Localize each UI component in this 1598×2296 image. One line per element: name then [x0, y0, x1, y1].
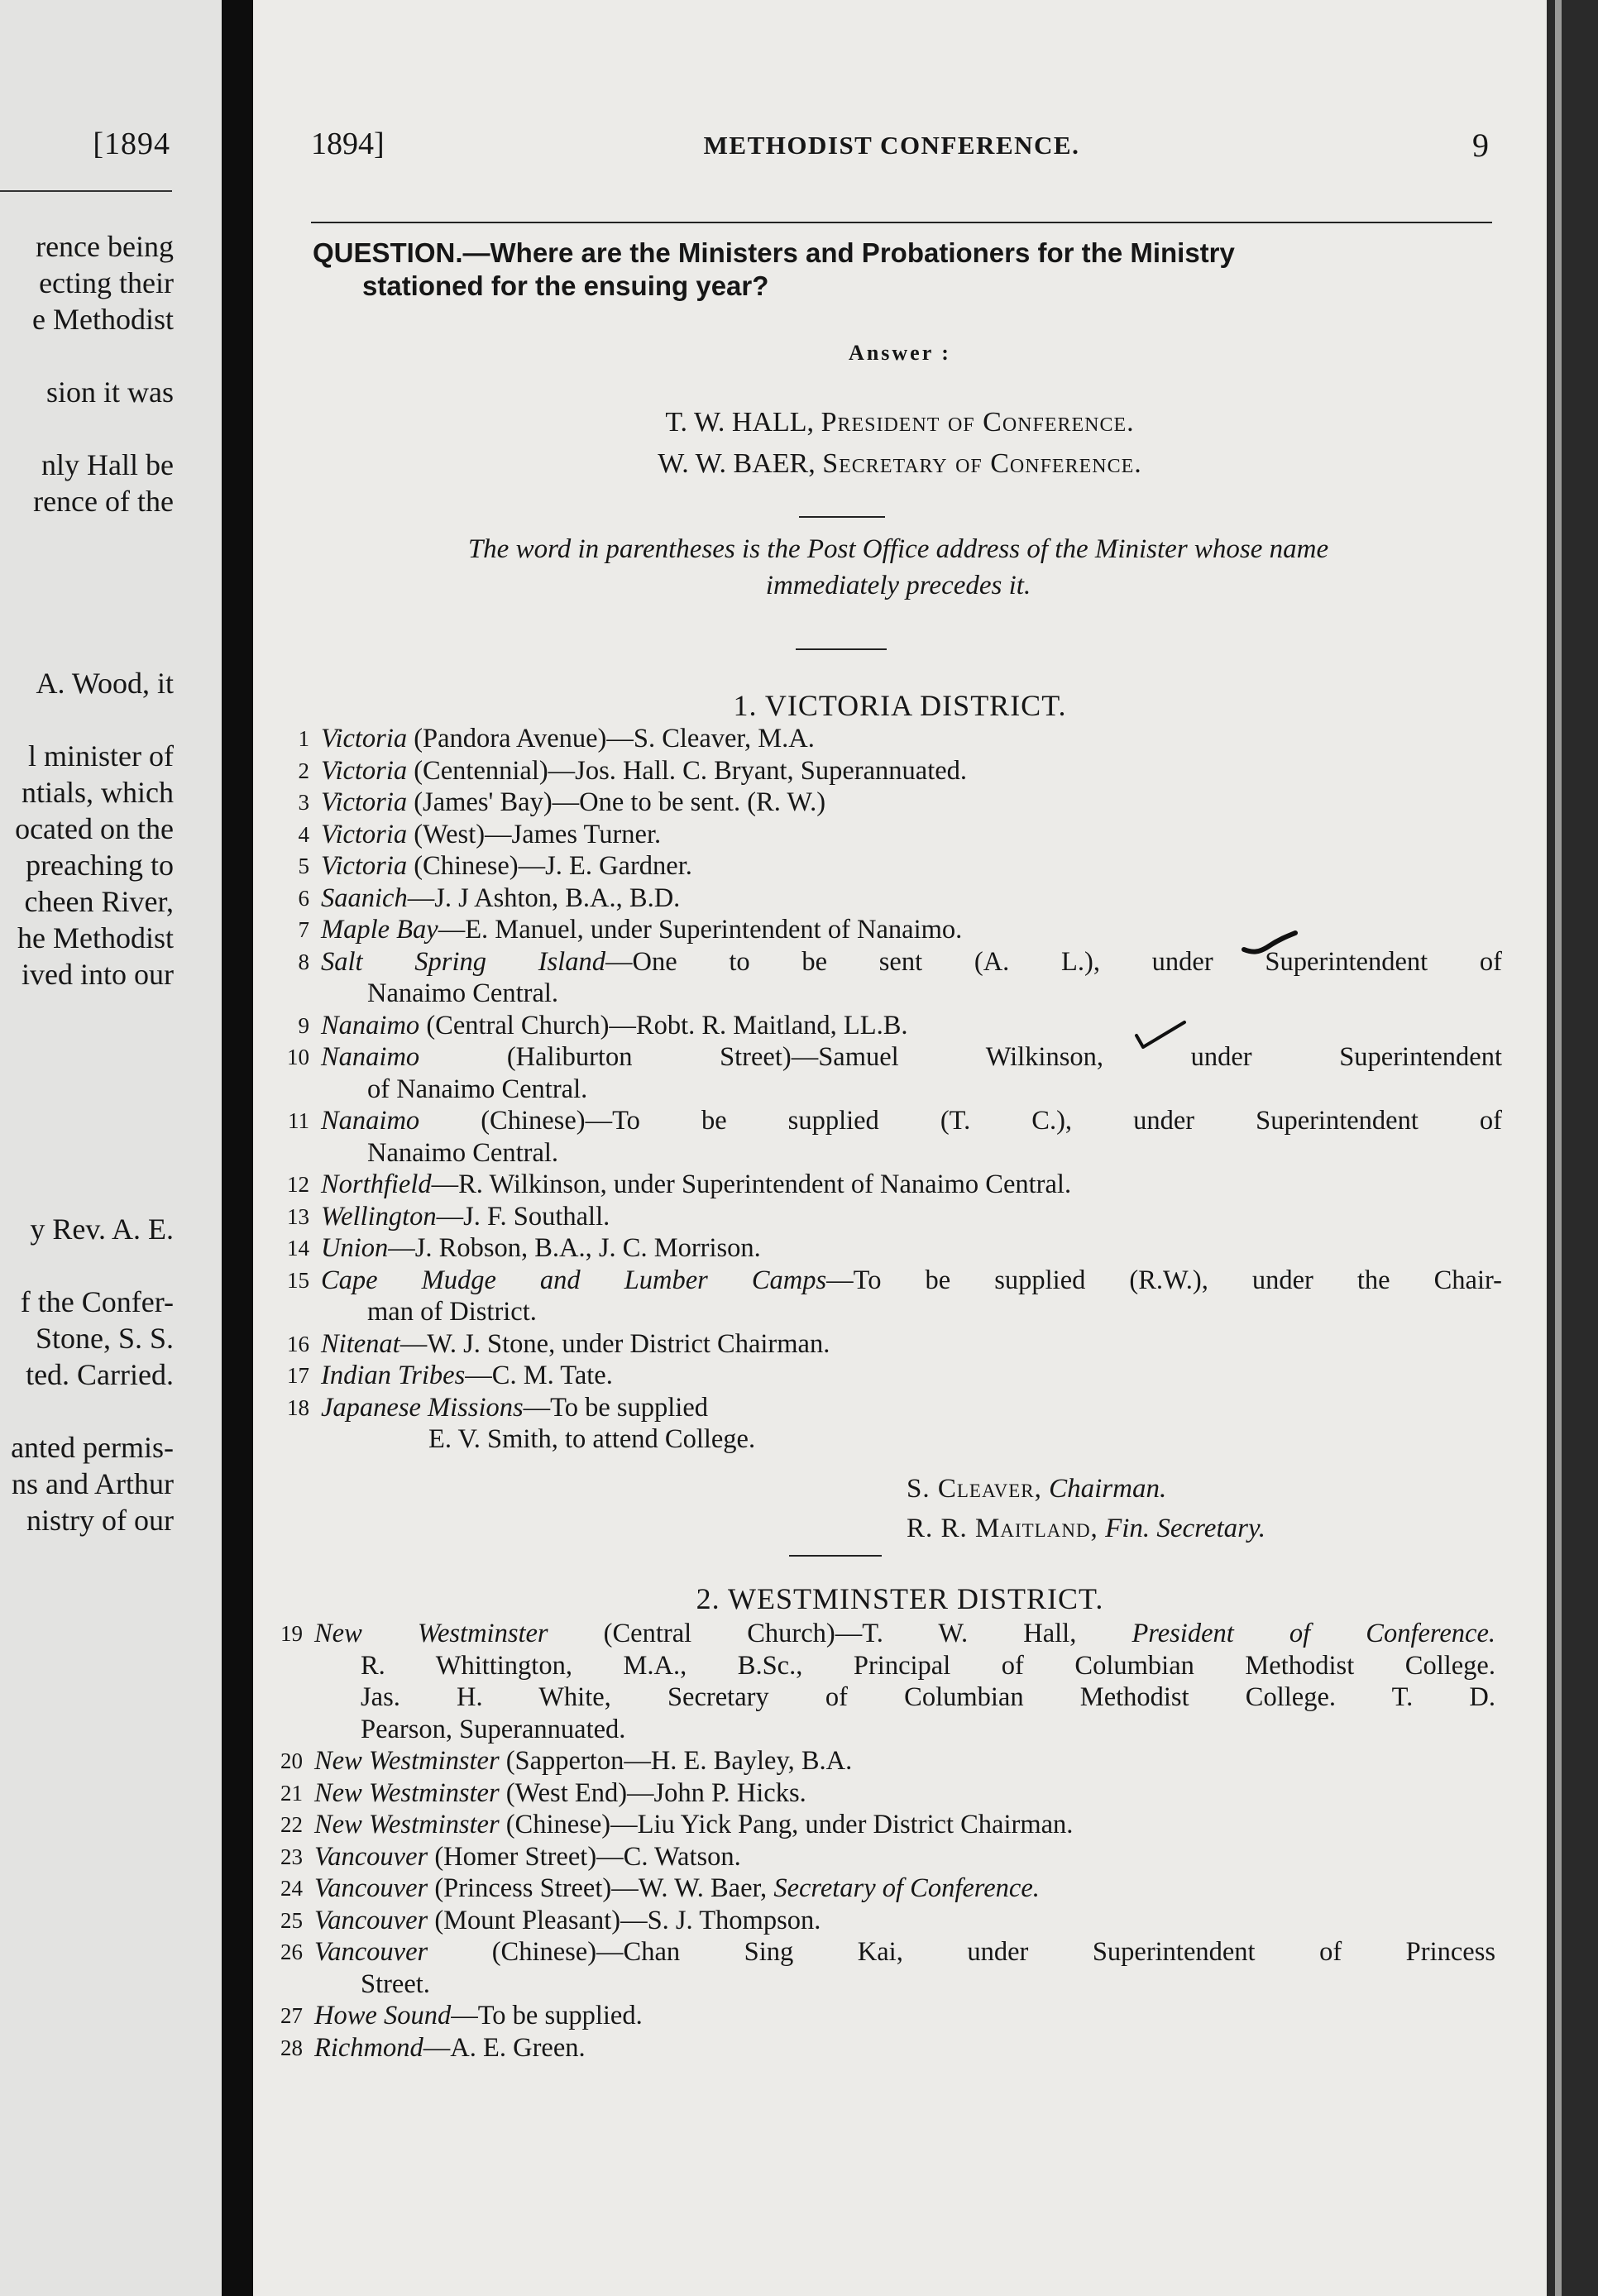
entry-line [321, 1233, 761, 1263]
district-heading-victoria: 1. VICTORIA DISTRICT. [733, 689, 1067, 722]
fin-secretary-name: R. R. Maitland, [907, 1514, 1098, 1543]
president-name: T. W. HALL, [665, 407, 815, 438]
page [253, 0, 1547, 2296]
check-mark-icon [1241, 928, 1299, 958]
entry-text: —To be supplied [523, 1392, 709, 1423]
left-page-line: ocated on the [15, 812, 174, 845]
station-entry [278, 1010, 1502, 1042]
entry-place: Vancouver [314, 1873, 428, 1903]
station-entry [278, 819, 1502, 851]
entry-line [314, 1906, 821, 1935]
entry-place: Victoria [321, 787, 408, 817]
entry-text: (Chinese)—J. E. Gardner. [407, 851, 692, 881]
page-edge [1547, 0, 1598, 2296]
entry-place: Victoria [321, 819, 408, 849]
left-page-line [0, 629, 174, 665]
entry-number: 17 [287, 1363, 309, 1388]
station-entry [278, 1360, 1502, 1392]
entry-text: (Central Church)—T. W. Hall, [548, 1619, 1132, 1648]
entry-place: New Westminster [314, 1777, 500, 1808]
station-entry [278, 755, 1502, 787]
entry-number: 28 [280, 2035, 303, 2060]
entry-place: Maple Bay [321, 915, 438, 945]
left-page-line: f the Confer- [20, 1285, 174, 1318]
entry-line [321, 724, 815, 753]
station-entry [271, 1809, 1495, 1841]
entry-text: —One to be sent (A. L.), under Superintendent of [605, 946, 1502, 977]
entry-number: 18 [287, 1394, 309, 1420]
entry-text: —To be supplied (R.W.), under the Chair- [826, 1265, 1503, 1295]
left-page-line: ived into our [22, 958, 174, 991]
entry-place: Saanich [321, 883, 408, 913]
station-entry [271, 1905, 1495, 1937]
left-page-line: ted. Carried. [26, 1358, 174, 1391]
left-page-line [0, 556, 174, 592]
entry-number: 7 [298, 917, 309, 942]
entry-place: Cape Mudge and Lumber Camps [321, 1265, 827, 1295]
secretary-line [253, 443, 1547, 485]
entry-continuation: Pearson, Superannuated. [361, 1714, 626, 1744]
station-entry [278, 914, 1502, 946]
station-entry [278, 1392, 1502, 1456]
entry-text: —C. M. Tate. [465, 1361, 613, 1390]
left-page-line: preaching to [26, 849, 174, 882]
entry-number: 24 [280, 1876, 303, 1901]
entry-line [321, 1105, 1502, 1137]
left-page-line: rence of the [33, 485, 174, 518]
entry-line [314, 2033, 586, 2063]
entry-place: Northfield [321, 1170, 432, 1199]
chairman-role: Chairman. [1049, 1474, 1167, 1504]
entry-line [321, 883, 680, 913]
secretary-name: W. W. BAER, [658, 448, 816, 479]
left-page-line: nistry of our [26, 1504, 174, 1537]
entry-number: 25 [280, 1907, 303, 1933]
left-page-line [0, 1138, 174, 1174]
left-page-line: nly Hall be [41, 448, 174, 481]
running-head-title: METHODIST CONFERENCE. [703, 131, 1080, 160]
section-rule [796, 648, 887, 650]
entry-place: Nitenat [321, 1328, 400, 1359]
entry-line [314, 1936, 1495, 1968]
station-entry [271, 1745, 1495, 1777]
station-entry [278, 1265, 1502, 1328]
left-page-line [0, 701, 174, 738]
parentheses-note [303, 531, 1494, 604]
entry-number: 6 [298, 885, 309, 911]
left-page-line [0, 993, 174, 1029]
station-entry [278, 1232, 1502, 1265]
entry-line [321, 1011, 908, 1040]
note-line-2: immediately precedes it. [765, 571, 1031, 600]
question-line-1: QUESTION.—Where are the Ministers and Probationers for the Ministry [313, 237, 1235, 268]
left-page-line [0, 519, 174, 556]
section-rule [789, 1555, 882, 1557]
left-page-line: he Methodist [17, 921, 174, 954]
entry-number: 14 [287, 1236, 309, 1260]
entry-place: Salt Spring Island [321, 946, 605, 977]
left-page-line [0, 410, 174, 447]
entry-text: —J. F. Southall. [436, 1201, 610, 1232]
entry-number: 16 [287, 1331, 309, 1356]
entry-line [314, 1810, 1073, 1839]
entry-line [314, 1746, 852, 1776]
entry-number: 1 [298, 726, 309, 751]
entry-text: (Homer Street)—C. Watson. [428, 1841, 741, 1872]
entry-text: (Sapperton—H. E. Bayley, B.A. [499, 1746, 853, 1776]
entry-number: 11 [288, 1108, 309, 1133]
secretary-title: Secretary of Conference. [822, 448, 1142, 479]
entry-text: (Chinese)—Liu Yick Pang, under District Chairman. [499, 1810, 1074, 1839]
entry-text: (Chinese)—Chan Sing Kai, under Superintendent of Princess [428, 1937, 1495, 1967]
station-entry [278, 1201, 1502, 1233]
entry-place: New Westminster [314, 1746, 500, 1776]
station-entry [271, 1936, 1495, 2000]
entry-text: (Pandora Avenue)—S. Cleaver, M.A. [407, 724, 815, 753]
station-entry [271, 2000, 1495, 2032]
entry-number: 13 [287, 1203, 309, 1229]
entry-place: Victoria [321, 755, 408, 786]
question [313, 237, 1487, 303]
station-entry [271, 1873, 1495, 1905]
entry-text: —J. J Ashton, B.A., B.D. [407, 883, 681, 913]
entry-number: 26 [280, 1940, 303, 1964]
district-heading-westminster: 2. WESTMINSTER DISTRICT. [696, 1582, 1104, 1615]
entry-place: Japanese Missions [321, 1392, 524, 1423]
entry-text: (West End)—John P. Hicks. [499, 1777, 806, 1808]
entry-continuation: Street. [361, 1968, 430, 1999]
station-entry [278, 723, 1502, 755]
entry-line [314, 1842, 741, 1872]
station-entry [271, 1841, 1495, 1873]
victoria-district-entries [278, 723, 1502, 1456]
left-page-line: l minister of [28, 739, 174, 773]
left-page-line [0, 1174, 174, 1211]
entry-line [314, 2001, 643, 2031]
entry-continuation: Jas. H. White, Secretary of Columbian Methodist College. T. D. [361, 1682, 1495, 1712]
entry-place: Nanaimo [321, 1106, 420, 1136]
entry-place: Indian Tribes [321, 1361, 466, 1390]
entry-line [321, 1329, 830, 1359]
station-entry [271, 1777, 1495, 1810]
entry-text: (Haliburton Street)—Samuel Wilkinson, under Superintendent [419, 1042, 1502, 1072]
entry-continuation: man of District. [367, 1297, 537, 1327]
running-head-year: 1894] [311, 127, 385, 161]
station-entry [278, 883, 1502, 915]
question-line-2: stationed for the ensuing year? [362, 270, 769, 301]
entry-number: 3 [298, 790, 309, 815]
entry-text: (West)—James Turner. [407, 819, 662, 849]
entry-place: Wellington [321, 1201, 437, 1232]
entry-number: 5 [298, 854, 309, 878]
fin-secretary-line [907, 1509, 1265, 1548]
left-page-line [0, 1247, 174, 1284]
entry-text: —A. E. Green. [423, 2032, 586, 2063]
district-signers [907, 1469, 1265, 1548]
left-page-line: anted permis- [11, 1431, 174, 1464]
entry-role: President of Conference. [1132, 1619, 1495, 1648]
entry-text: (Chinese)—To be supplied (T. C.), under Superintendent of [419, 1106, 1502, 1136]
section-rule [799, 516, 885, 518]
entry-number: 4 [298, 821, 309, 847]
left-page-rule [0, 190, 172, 192]
conference-officers [253, 402, 1547, 485]
left-page-line: cheen River, [24, 885, 174, 918]
entry-line [321, 820, 661, 849]
entry-line [321, 787, 825, 817]
entry-number: 12 [287, 1172, 309, 1197]
left-page-line [0, 1029, 174, 1065]
station-entry [278, 1105, 1502, 1169]
note-line-1: The word in parentheses is the Post Office address of the Minister whose name [467, 534, 1329, 564]
entry-place: Nanaimo [321, 1010, 420, 1040]
entry-place: Richmond [314, 2032, 423, 2063]
running-head [311, 126, 1489, 165]
left-page-line: ns and Arthur [12, 1467, 174, 1500]
station-entry [278, 946, 1502, 1010]
entry-continuation: Nanaimo Central. [367, 1137, 559, 1168]
entry-number: 23 [280, 1844, 303, 1869]
entry-line [321, 1265, 1502, 1297]
left-page-line: Stone, S. S. [35, 1322, 174, 1355]
entry-place: Vancouver [314, 1905, 428, 1935]
entry-place: Howe Sound [314, 2001, 452, 2031]
entry-text: —E. Manuel, under Superintendent of Nanaimo. [438, 915, 963, 945]
entry-number: 2 [298, 758, 309, 783]
entry-text: —J. Robson, B.A., J. C. Morrison. [388, 1233, 761, 1263]
entry-line [314, 1778, 806, 1808]
station-entry [278, 787, 1502, 819]
left-page-line [0, 1393, 174, 1429]
chairman-name: S. Cleaver, [907, 1474, 1042, 1504]
entry-place: New Westminster [314, 1810, 500, 1839]
entry-number: 27 [280, 2003, 303, 2028]
entry-place: Victoria [321, 724, 408, 753]
left-page-line: rence being [36, 230, 174, 263]
fin-secretary-role: Fin. Secretary. [1105, 1514, 1266, 1543]
entry-place: Vancouver [314, 1937, 428, 1967]
station-entry [271, 1618, 1495, 1745]
entry-line [321, 1202, 610, 1232]
entry-number: 9 [298, 1012, 309, 1038]
station-entry [278, 1169, 1502, 1201]
entry-line [321, 946, 1502, 978]
chairman-line [907, 1469, 1265, 1509]
station-entry [271, 2032, 1495, 2064]
station-entry [278, 1041, 1502, 1105]
entry-line [314, 1618, 1495, 1650]
check-mark-icon [1132, 1019, 1189, 1052]
station-entry [278, 850, 1502, 883]
entry-role: Secretary of Conference. [773, 1873, 1040, 1903]
entry-line [314, 1873, 1040, 1903]
entry-line [321, 1041, 1502, 1074]
president-line [253, 402, 1547, 443]
entry-number: 15 [287, 1267, 309, 1293]
entry-text: (Central Church)—Robt. R. Maitland, LL.B. [419, 1010, 908, 1040]
entry-place: Vancouver [314, 1841, 428, 1872]
entry-continuation: Nanaimo Central. [367, 978, 559, 1008]
entry-extra: E. V. Smith, to attend College. [428, 1424, 756, 1454]
entry-place: Victoria [321, 851, 408, 881]
left-page-line: ntials, which [22, 776, 174, 809]
left-page-line: e Methodist [32, 303, 174, 336]
answer-label: Answer : [849, 341, 951, 365]
entry-number: 10 [287, 1045, 309, 1069]
president-title: President of Conference. [821, 407, 1135, 438]
westminster-district-entries [271, 1618, 1495, 2064]
book-gutter [222, 0, 253, 2296]
entry-number: 20 [280, 1748, 303, 1773]
left-page-header: [1894 [93, 127, 170, 161]
entry-line [321, 756, 967, 786]
entry-text: (Centennial)—Jos. Hall. C. Bryant, Superannuated. [407, 755, 968, 786]
entry-continuation: R. Whittington, M.A., B.Sc., Principal of Columbian Methodist College. [361, 1650, 1495, 1681]
entry-continuation: of Nanaimo Central. [367, 1074, 588, 1104]
left-page-line: A. Wood, it [36, 667, 174, 700]
entry-text: —R. Wilkinson, under Superintendent of Nanaimo Central. [431, 1170, 1072, 1199]
entry-line [321, 1361, 613, 1390]
entry-line [321, 1170, 1071, 1199]
page-number: 9 [1472, 127, 1489, 164]
left-page-text [0, 228, 174, 1538]
entry-place: Nanaimo [321, 1042, 420, 1072]
left-page-line [0, 592, 174, 629]
entry-line [321, 915, 962, 945]
left-page-line [0, 1102, 174, 1138]
station-entry [278, 1328, 1502, 1361]
entry-number: 21 [280, 1780, 303, 1806]
entry-text: —W. J. Stone, under District Chairman. [400, 1328, 830, 1359]
entry-text: —To be supplied. [451, 2001, 643, 2031]
entry-text: (Mount Pleasant)—S. J. Thompson. [428, 1905, 821, 1935]
entry-place: New Westminster [314, 1619, 548, 1648]
entry-place: Union [321, 1233, 389, 1263]
entry-number: 8 [298, 949, 309, 974]
entry-text: (Princess Street)—W. W. Baer, [428, 1873, 774, 1903]
entry-number: 19 [280, 1621, 303, 1646]
left-facing-page [0, 0, 222, 2296]
left-page-line [0, 337, 174, 374]
left-page-line: ecting their [39, 266, 174, 299]
entry-line [321, 851, 692, 881]
entry-text: (James' Bay)—One to be sent. (R. W.) [407, 787, 826, 817]
entry-line [321, 1393, 708, 1423]
left-page-line [0, 1065, 174, 1102]
entry-number: 22 [280, 1812, 303, 1837]
header-rule [311, 222, 1492, 223]
left-page-line: sion it was [45, 375, 174, 409]
left-page-line: y Rev. A. E. [30, 1213, 174, 1246]
